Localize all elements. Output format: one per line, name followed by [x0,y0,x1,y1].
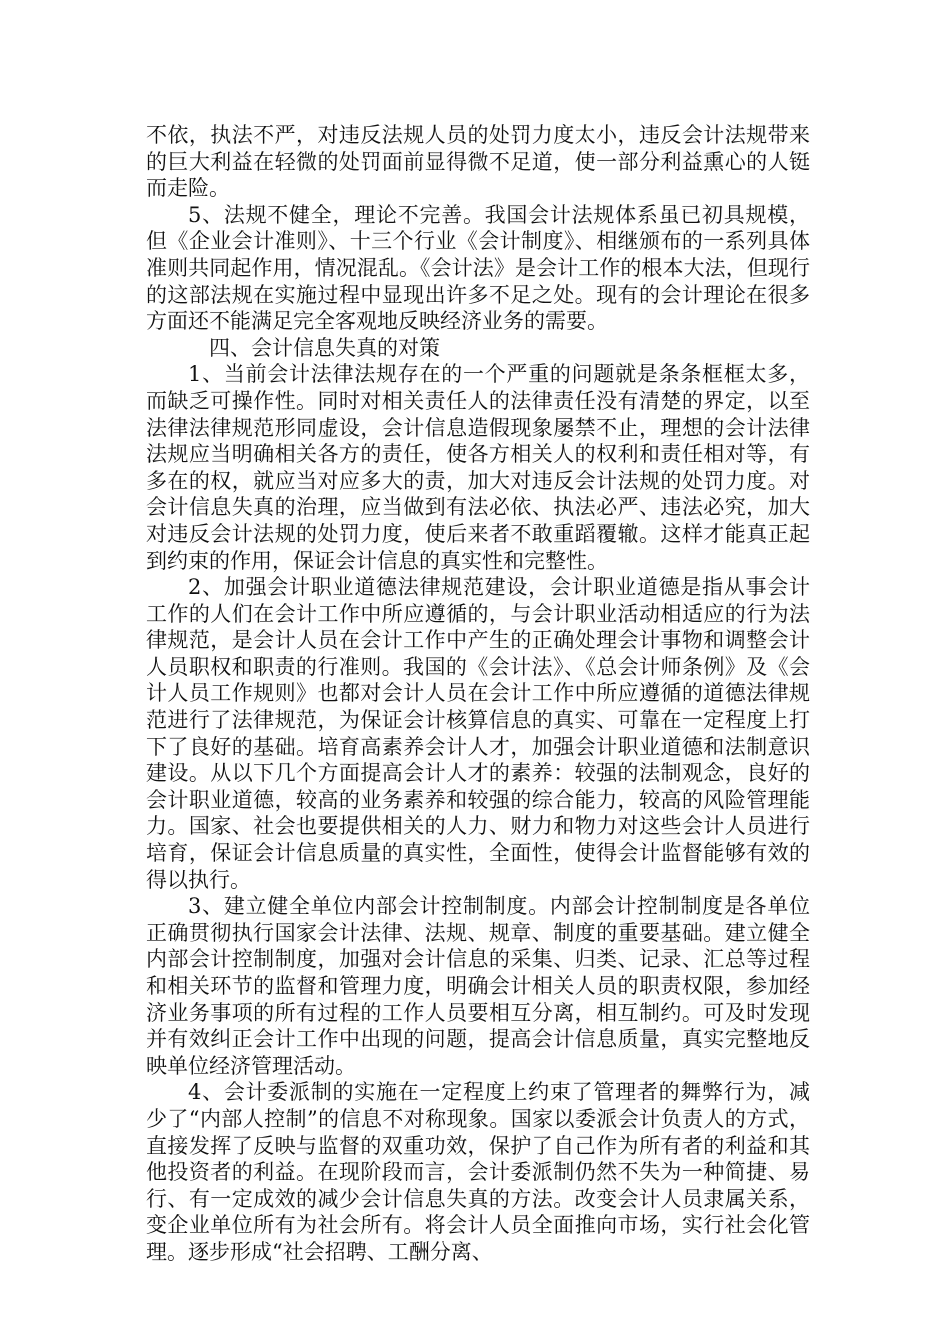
paragraph-item-4-delegation: 4、会计委派制的实施在一定程度上约束了管理者的舞弊行为，减少了“内部人控制”的信息不对称现象。国家以委派会计负责人的方式，直接发挥了反映与监督的双重功效，保护了自己作为所有者的利益和其他投资者的利益。在现阶段而言，会计委派制仍然不失为一种简捷、易行、有一定成效的减少会计信息失真的方法。改变会计人员隶属关系，变企业单位所有为社会所有。将会计人员全面推向市场，实行社会化管理。逐步形成“社会招聘、工酬分离、 [146,1080,810,1264]
document-page [146,122,810,1266]
paragraph-item-3-internal-control: 3、建立健全单位内部会计控制制度。内部会计控制制度是各单位正确贯彻执行国家会计法律、法规、规章、制度的重要基础。建立健全内部会计控制制度，加强对会计信息的采集、归类、记录、汇总等过程和相关环节的监督和管理力度，明确会计相关人员的职责权限，参加经济业务事项的所有过程的工作人员要相互分离，相互制约。可及时发现并有效纠正会计工作中出现的问题，提高会计信息质量，真实完整地反映单位经济管理活动。 [146,894,810,1078]
paragraph-item-1-laws: 1、当前会计法律法规存在的一个严重的问题就是条条框框太多，而缺乏可操作性。同时对相关责任人的法律责任没有清楚的界定，以至法律法律规范形同虚设，会计信息造假现象屡禁不止，理想的会计法律法规应当明确相关各方的责任，使各方相关人的权利和责任相对等，有多在的权，就应当对应多大的责，加大对违反会计法规的处罚力度。对会计信息失真的治理，应当做到有法必依、执法必严、违法必究，加大对违反会计法规的处罚力度，使后来者不敢重蹈覆辙。这样才能真正起到约束的作用，保证会计信息的真实性和完整性。 [146,362,810,573]
paragraph-continuation: 不依，执法不严，对违反法规人员的处罚力度太小，违反会计法规带来的巨大利益在轻微的处罚面前显得微不足道，使一部分利益熏心的人铤而走险。 [146,123,810,201]
section-heading: 四、会计信息失真的对策 [209,335,440,360]
paragraph-item-5-regulations: 5、法规不健全，理论不完善。我国会计法规体系虽已初具规模，但《企业会计准则》、十三个行业《会计制度》、相继颁布的一系列具体准则共同起作用，情况混乱。《会计法》是会计工作的根本大法，但现行的这部法规在实施过程中显现出许多不足之处。现有的会计理论在很多方面还不能满足完全客观地反映经济业务的需要。 [146,202,810,334]
paragraph-item-2-ethics: 2、加强会计职业道德法律规范建设，会计职业道德是指从事会计工作的人们在会计工作中所应遵循的，与会计职业活动相适应的行为法律规范，是会计人员在会计工作中产生的正确处理会计事物和调整会计人员职权和职责的行准则。我国的《会计法》、《总会计师条例》及《会计人员工作规则》也都对会计人员在会计工作中所应遵循的道德法律规范进行了法律规范，为保证会计核算信息的真实、可靠在一定程度上打下了良好的基础。培育高素养会计人才，加强会计职业道德和法制意识建设。从以下几个方面提高会计人才的素养：较强的法制观念，良好的会计职业道德，较高的业务素养和较强的综合能力，较高的风险管理能力。国家、社会也要提供相关的人力、财力和物力对这些会计人员进行培育，保证会计信息质量的真实性，全面性，使得会计监督能够有效的得以执行。 [146,575,810,892]
